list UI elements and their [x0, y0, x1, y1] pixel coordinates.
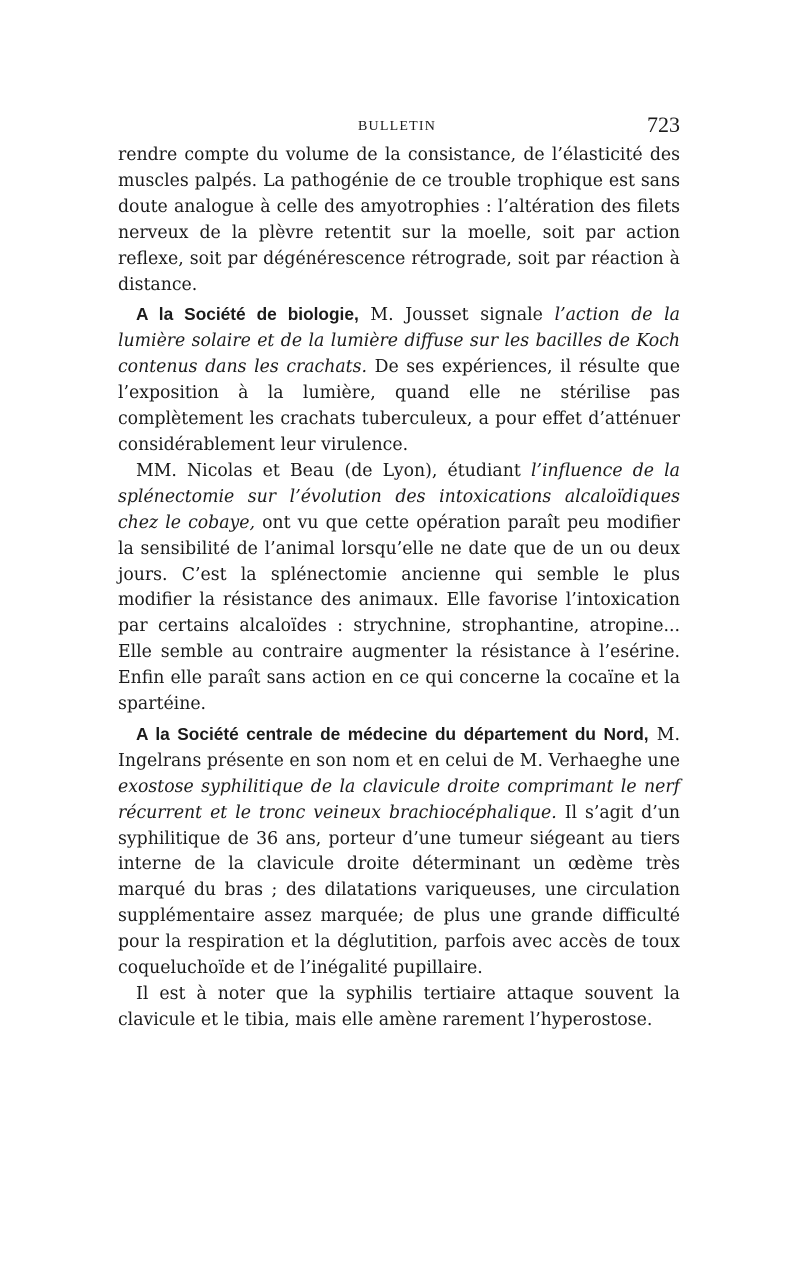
paragraph-3-text-a: MM. Nicolas et Beau (de Lyon), étudiant	[136, 460, 531, 481]
paragraph-2-text-a: M. Jousset signale	[358, 305, 555, 326]
paragraph-3	[118, 459, 680, 718]
paragraph-5	[118, 982, 680, 1034]
paragraph-4-text-b: Il s’agit d’un syphilitique de 36 ans, porteur d’une tumeur siégeant au tiers interne de la clavicule droite déterminant un œdème très marqué du bras ; des dilatations variqueuses, une circulation supplémentaire assez marquée; de plus une grande difficulté pour la respiration et la déglutition, parfois avec accès de toux coqueluchoïde et de l’inégalité pupillaire.	[118, 802, 680, 979]
paragraph-2-text-b: De ses expériences, il résulte que l’exposition à la lumière, quand elle ne stérilise pas complètement les crachats tuberculeux, a pour effet d’atténuer considérablement leur virulence.	[118, 357, 680, 455]
paragraph-3-italic: l’influence de la splénectomie sur l’évolution des intoxications alcaloïdiques chez le cobaye,	[118, 460, 680, 533]
paragraph-4	[118, 722, 680, 982]
paragraph-3-text-b: ont vu que cette opération paraît peu modifier la sensibilité de l’animal lorsqu’elle ne date que de un ou deux jours. C’est la splénectomie ancienne qui semble le plus modifier la résistance des animaux. Elle favorise l’intoxication par certains alcaloïdes : strychnine, strophantine, atropine... Elle semble au contraire augmenter la résistance à l’esérine. Enfin elle paraît sans action en ce qui concerne la cocaïne et la spartéine.	[118, 512, 680, 715]
paragraph-2	[118, 302, 680, 458]
paragraph-4-heading: A la Société centrale de médecine du département du Nord,	[136, 723, 649, 744]
page-header	[118, 112, 680, 142]
page-number: 723	[647, 112, 680, 137]
running-title: BULLETIN	[358, 119, 437, 134]
paragraph-4-italic: exostose syphilitique de la clavicule droite comprimant le nerf récurrent et le tronc veineux brachiocéphalique.	[118, 776, 680, 823]
paragraph-4-text-a: M. Ingelrans présente en son nom et en celui de M. Verhaeghe une	[118, 724, 680, 771]
paragraph-2-heading: A la Société de biologie,	[136, 304, 359, 325]
paragraph-1-text: rendre compte du volume de la consistance, de l’élasticité des muscles palpés. La pathogénie de ce trouble trophique est sans doute analogue à celle des amyotrophies : l’altération des filets nerveux de la plèvre retentit sur la moelle, soit par action reflexe, soit par dégénérescence rétrograde, soit par réaction à distance.	[118, 145, 680, 295]
body-text	[118, 143, 680, 1034]
paragraph-5-text: Il est à noter que la syphilis tertiaire attaque souvent la clavicule et le tibia, mais elle amène rarement l’hyperostose.	[118, 984, 680, 1030]
paragraph-1	[118, 143, 680, 298]
paragraph-2-italic: l’action de la lumière solaire et de la lumière diffuse sur les bacilles de Koch contenus dans les crachats.	[118, 305, 680, 378]
